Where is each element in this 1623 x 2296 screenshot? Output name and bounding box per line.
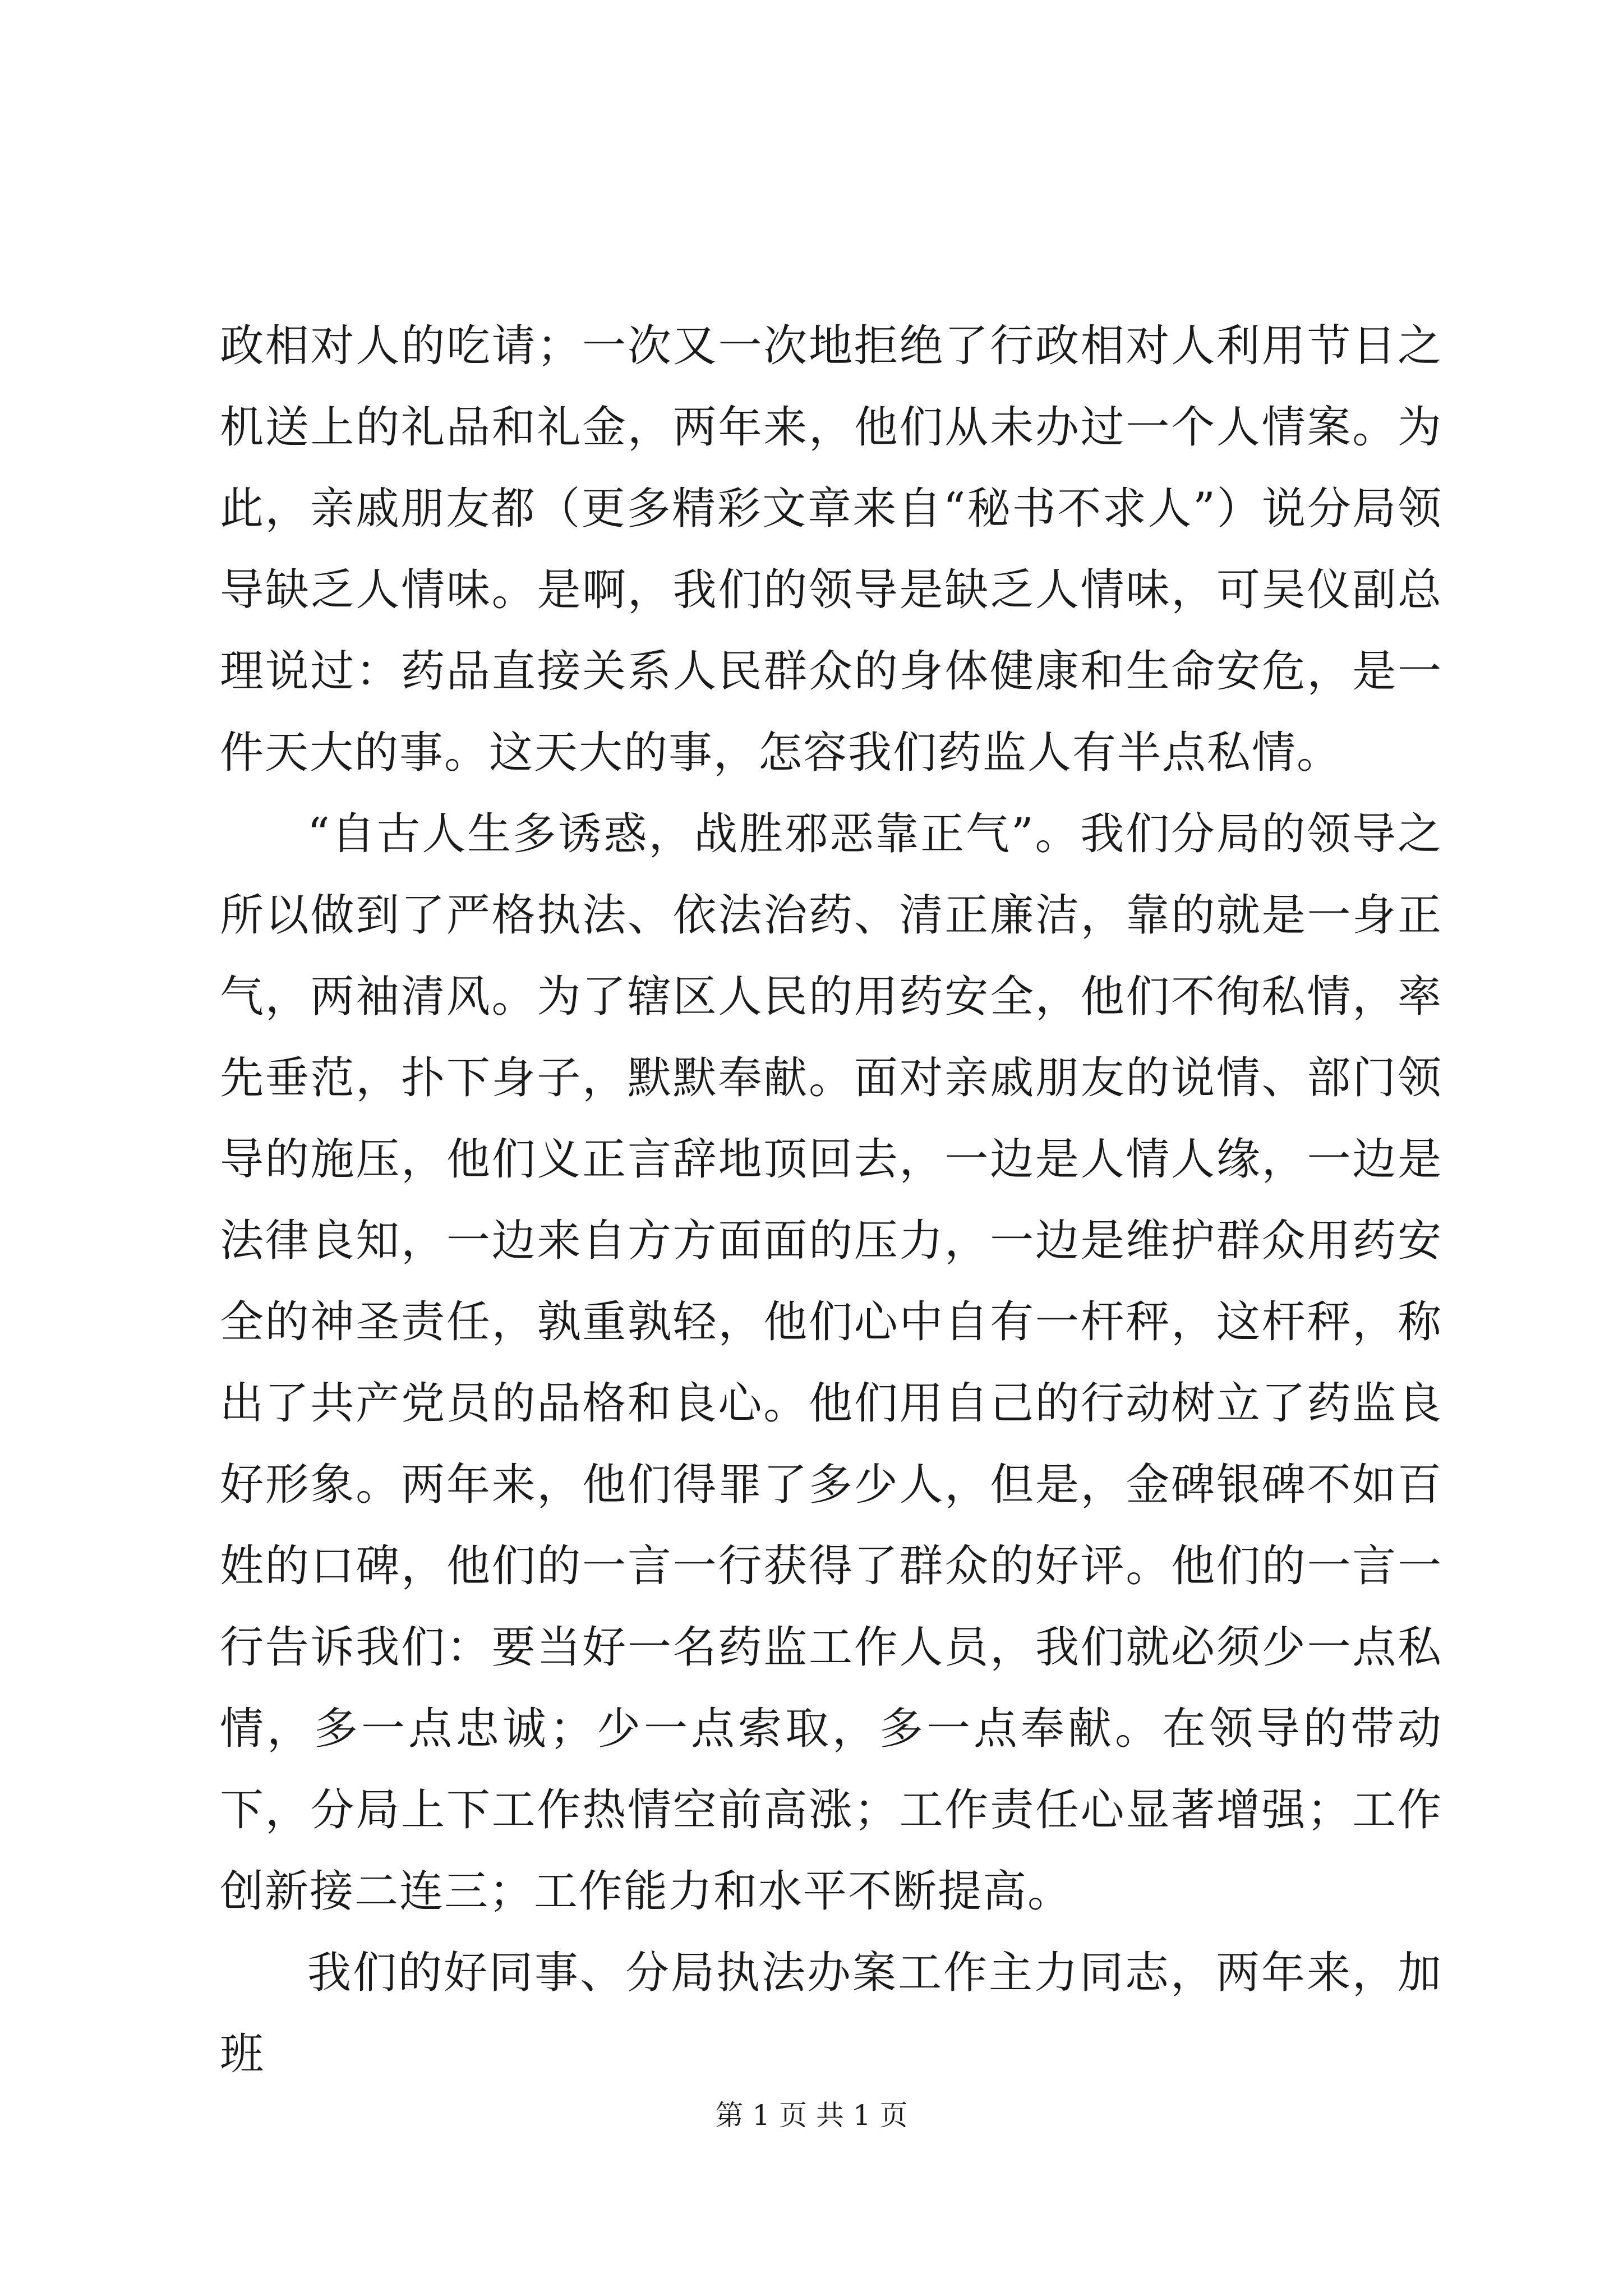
paragraph-continuation: 政相对人的吃请；一次又一次地拒绝了行政相对人利用节日之机送上的礼品和礼金，两年来，他们从未办过一个人情案。为此，亲戚朋友都（更多精彩文章来自“秘书不求人”）说分局领导缺乏人情味。是啊，我们的领导是缺乏人情味，可吴仪副总理说过：药品直接关系人民群众的身体健康和生命安危，是一件天大的事。这天大的事，怎容我们药监人有半点私情。 [220,321,1442,778]
paragraph-integrity: “自古人生多诱惑，战胜邪恶靠正气”。我们分局的领导之所以做到了严格执法、依法治药、清正廉洁，靠的就是一身正气，两袖清风。为了辖区人民的用药安全，他们不徇私情，率先垂范，扑下身子，默默奉献。面对亲戚朋友的说情、部门领导的施压，他们义正言辞地顶回去，一边是人情人缘，一边是法律良知，一边来自方方面面的压力，一边是维护群众用药安全的神圣责任，孰重孰轻，他们心中自有一杆秤，这杆秤，称出了共产党员的品格和良心。他们用自己的行动树立了药监良好形象。两年来，他们得罪了多少人，但是，金碑银碑不如百姓的口碑，他们的一言一行获得了群众的好评。他们的一言一行告诉我们：要当好一名药监工作人员，我们就必须少一点私情，多一点忠诚；少一点索取，多一点奉献。在领导的带动下，分局上下工作热情空前高涨；工作责任心显著增强；工作创新接二连三；工作能力和水平不断提高。 [220,809,1442,1917]
page-footer: 第 1 页 共 1 页 [715,2099,908,2132]
document-body [220,306,1442,2095]
paragraph-colleague: 我们的好同事、分局执法办案工作主力同志，两年来，加班 [220,1948,1442,2079]
